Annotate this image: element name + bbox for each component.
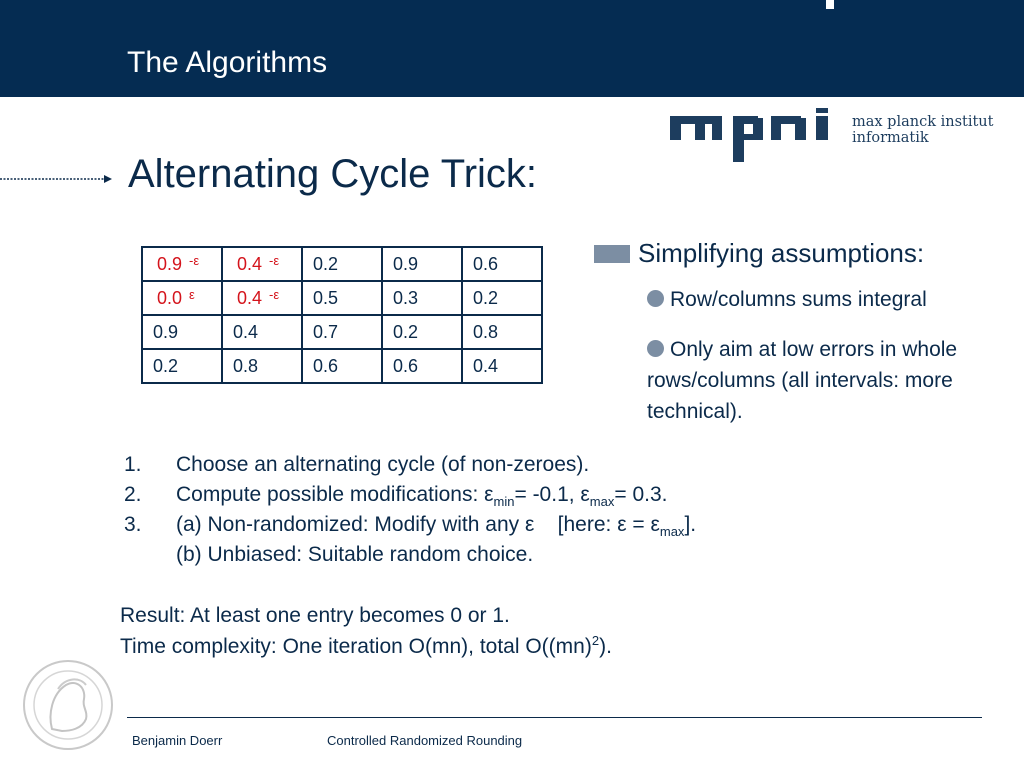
step-2 bbox=[124, 480, 696, 510]
result-text: Time complexity: One iteration O(mn), total O((mn) bbox=[120, 635, 592, 658]
section-title: The Algorithms bbox=[127, 46, 328, 79]
logo-text bbox=[852, 114, 993, 146]
cell-value: 0.4 bbox=[237, 287, 263, 308]
table-row bbox=[142, 281, 542, 315]
table-cell bbox=[222, 247, 302, 281]
bullet-sub-1-text: Row/columns sums integral bbox=[670, 288, 927, 311]
bullet-sub-1 bbox=[647, 288, 927, 312]
step-1 bbox=[124, 450, 696, 480]
cell-epsilon: ε bbox=[189, 286, 195, 302]
table-cell bbox=[142, 281, 222, 315]
step-text: Choose an alternating cycle (of non-zeroes). bbox=[176, 453, 590, 476]
slide-title: Alternating Cycle Trick: bbox=[128, 152, 538, 196]
table-cell: 0.8 bbox=[222, 349, 302, 383]
table-row bbox=[142, 349, 542, 383]
table-cell: 0.4 bbox=[222, 315, 302, 349]
subscript: min bbox=[493, 494, 515, 510]
cell-epsilon: -ε bbox=[269, 286, 280, 302]
table-cell: 0.6 bbox=[382, 349, 462, 383]
cell-value: 0.0 bbox=[157, 287, 183, 308]
step-text: = 0.3. bbox=[614, 483, 668, 506]
table-cell: 0.2 bbox=[382, 315, 462, 349]
cell-epsilon: -ε bbox=[269, 252, 280, 268]
result-line-1: Result: At least one entry becomes 0 or 1. bbox=[120, 604, 510, 627]
header-mark bbox=[826, 0, 834, 9]
cell-value: 0.9 bbox=[157, 253, 183, 274]
result-text: ). bbox=[599, 635, 612, 658]
table-cell: 0.2 bbox=[462, 281, 542, 315]
table-cell: 0.4 bbox=[462, 349, 542, 383]
minerva-seal-icon bbox=[22, 659, 114, 751]
table-row bbox=[142, 247, 542, 281]
bullet-dot-icon bbox=[647, 340, 664, 357]
footer-title: Controlled Randomized Rounding bbox=[327, 733, 523, 748]
result-line-2 bbox=[120, 631, 612, 662]
step-number: 2. bbox=[124, 483, 142, 506]
table-cell: 0.8 bbox=[462, 315, 542, 349]
step-text: (b) Unbiased: Suitable random choice. bbox=[176, 543, 534, 566]
table-row bbox=[142, 315, 542, 349]
bullet-sub-2 bbox=[647, 334, 1007, 427]
bullet-dot-icon bbox=[647, 290, 664, 307]
table-cell: 0.9 bbox=[142, 315, 222, 349]
table-cell: 0.6 bbox=[462, 247, 542, 281]
step-text: Compute possible modifications: ε bbox=[176, 483, 494, 506]
bullet-main: Simplifying assumptions: bbox=[638, 238, 925, 268]
footer-divider bbox=[127, 717, 982, 718]
dotted-arrow-icon bbox=[0, 172, 112, 186]
subscript: max bbox=[589, 494, 615, 510]
step-number: 1. bbox=[124, 453, 142, 476]
steps-list bbox=[124, 450, 696, 570]
table-cell bbox=[142, 247, 222, 281]
bullet-sub-2-text: Only aim at low errors in whole rows/columns (all intervals: more technical). bbox=[647, 338, 958, 423]
table-cell: 0.2 bbox=[142, 349, 222, 383]
table-cell: 0.6 bbox=[302, 349, 382, 383]
bullet-square-icon bbox=[594, 245, 630, 263]
logo-line-2: informatik bbox=[852, 130, 929, 146]
table-cell: 0.5 bbox=[302, 281, 382, 315]
table-cell: 0.3 bbox=[382, 281, 462, 315]
step-number: 3. bbox=[124, 513, 142, 536]
subscript: max bbox=[659, 524, 685, 540]
step-text: = -0.1, ε bbox=[514, 483, 590, 506]
cell-value: 0.4 bbox=[237, 253, 263, 274]
table-cell: 0.2 bbox=[302, 247, 382, 281]
step-3 bbox=[124, 510, 696, 540]
table-cell: 0.9 bbox=[382, 247, 462, 281]
cell-epsilon: -ε bbox=[189, 252, 200, 268]
result-block bbox=[120, 600, 612, 662]
table-cell bbox=[222, 281, 302, 315]
logo-line-1: max planck institut bbox=[852, 114, 994, 130]
table-cell: 0.7 bbox=[302, 315, 382, 349]
step-3b bbox=[124, 540, 696, 570]
step-text: ]. bbox=[684, 513, 697, 536]
superscript: 2 bbox=[591, 633, 600, 648]
footer-author: Benjamin Doerr bbox=[132, 733, 223, 748]
step-text: (a) Non-randomized: Modify with any ε [here: ε = ε bbox=[176, 513, 660, 536]
matrix-table bbox=[141, 246, 543, 384]
header-bar bbox=[0, 0, 1024, 97]
